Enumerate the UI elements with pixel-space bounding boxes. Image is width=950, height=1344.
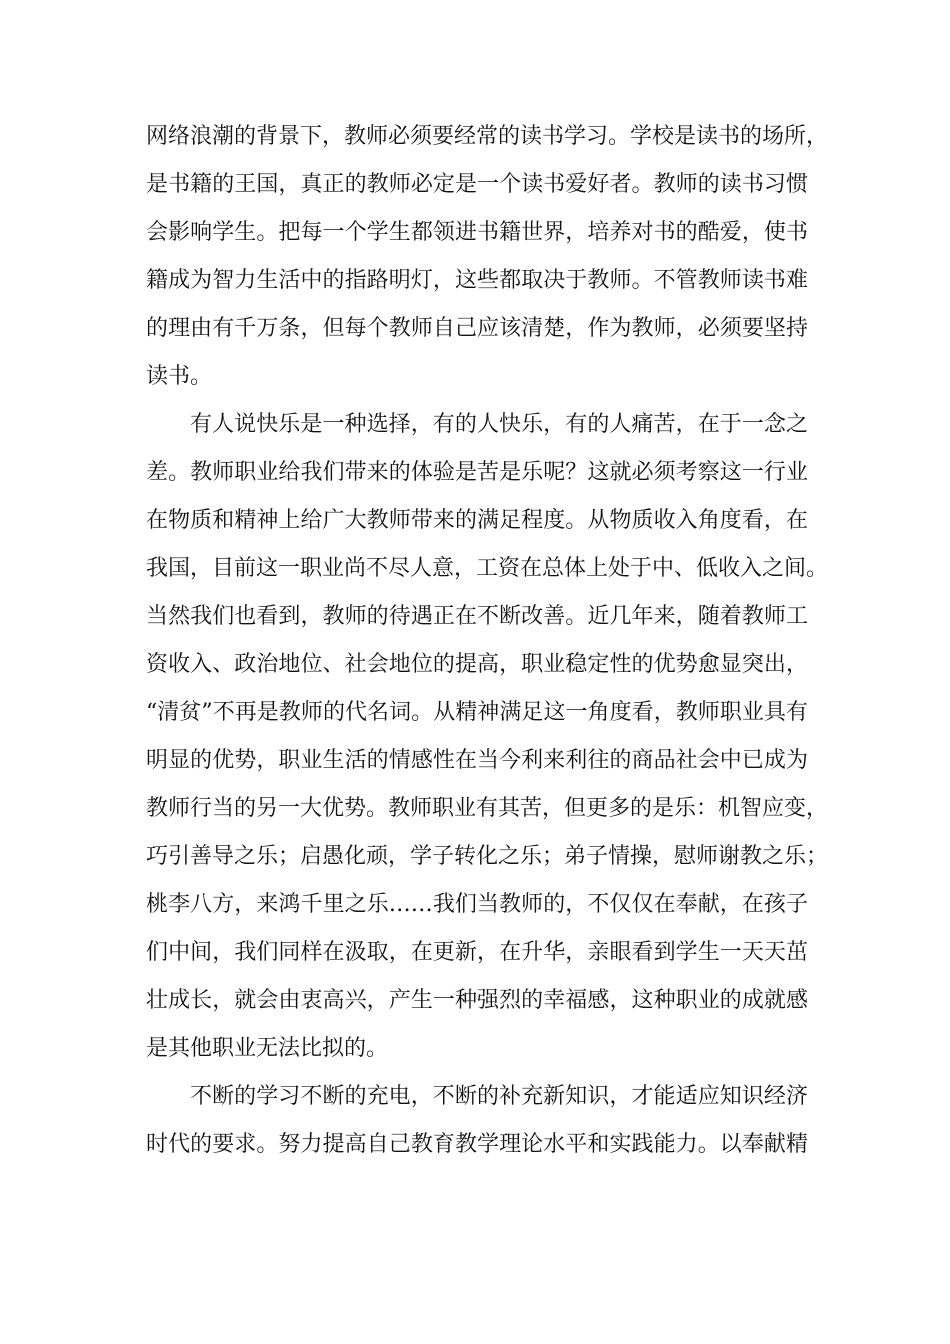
- text-line: 壮成长，就会由衷高兴，产生一种强烈的幸福感，这种职业的成就感: [146, 988, 808, 1013]
- text-line: 读书。: [146, 364, 213, 389]
- document-body: [146, 113, 829, 1169]
- paragraph-3: [146, 1073, 808, 1169]
- text-line: 桃李八方，来鸿千里之乐……我们当教师的，不仅仅在奉献，在孩子: [146, 892, 808, 917]
- text-line: 们中间，我们同样在汲取，在更新，在升华，亲眼看到学生一天天茁: [146, 940, 808, 965]
- text-line: 差。教师职业给我们带来的体验是苦是乐呢？这就必须考察这一行业: [146, 460, 808, 485]
- text-line: 教师行当的另一大优势。教师职业有其苦，但更多的是乐：机智应变，: [146, 796, 829, 821]
- paragraph-2: [146, 401, 829, 1073]
- text-line: 是书籍的王国，真正的教师必定是一个读书爱好者。教师的读书习惯: [146, 172, 808, 197]
- text-line: 资收入、政治地位、社会地位的提高，职业稳定性的优势愈显突出，: [146, 652, 808, 677]
- text-line: 会影响学生。把每一个学生都领进书籍世界，培养对书的酷爱，使书: [146, 220, 808, 245]
- text-line: 不断的学习不断的充电，不断的补充新知识，才能适应知识经济: [190, 1084, 808, 1109]
- text-line: 籍成为智力生活中的指路明灯，这些都取决于教师。不管教师读书难: [146, 268, 808, 293]
- text-line: 时代的要求。努力提高自己教育教学理论水平和实践能力。以奉献精: [146, 1132, 808, 1157]
- paragraph-1: [146, 113, 829, 401]
- text-line: 巧引善导之乐；启愚化顽，学子转化之乐；弟子情操，慰师谢教之乐；: [146, 844, 829, 869]
- text-line: 明显的优势，职业生活的情感性在当今利来利往的商品社会中已成为: [146, 748, 808, 773]
- text-line: 网络浪潮的背景下，教师必须要经常的读书学习。学校是读书的场所，: [146, 124, 829, 149]
- text-line: 是其他职业无法比拟的。: [146, 1036, 389, 1061]
- text-line: 当然我们也看到，教师的待遇正在不断改善。近几年来，随着教师工: [146, 604, 808, 629]
- text-line: 的理由有千万条，但每个教师自己应该清楚，作为教师，必须要坚持: [146, 316, 808, 341]
- text-line: 我国，目前这一职业尚不尽人意，工资在总体上处于中、低收入之间。: [146, 556, 829, 581]
- text-line: 在物质和精神上给广大教师带来的满足程度。从物质收入角度看，在: [146, 508, 808, 533]
- text-line: “清贫”不再是教师的代名词。从精神满足这一角度看，教师职业具有: [146, 700, 808, 725]
- text-line: 有人说快乐是一种选择，有的人快乐，有的人痛苦，在于一念之: [190, 412, 808, 437]
